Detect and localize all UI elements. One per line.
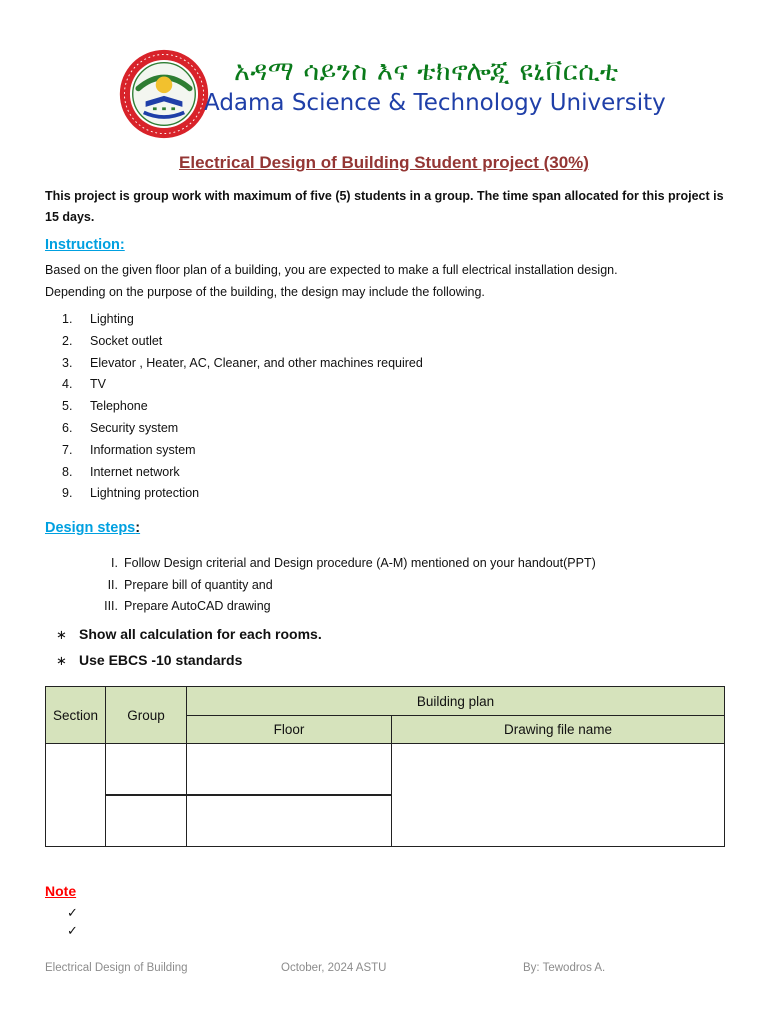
list-item: 4. TV <box>62 377 106 392</box>
letterhead <box>118 44 678 134</box>
instruction-heading: Instruction: <box>45 237 125 253</box>
design-steps-heading: Design steps: <box>45 520 141 536</box>
group-cell <box>106 744 187 795</box>
list-item: ∗ Show all calculation for each rooms. <box>56 621 322 647</box>
list-item: 1. Lighting <box>62 312 134 326</box>
list-item: 8. Internet network <box>62 464 180 479</box>
intro-paragraph: This project is group work with maximum of five (5) students in a group. The time span allocated for this project is 15 days. <box>45 189 724 224</box>
instruction-line-1: Based on the given floor plan of a building, you are expected to make a full electrical installation design. <box>45 263 618 277</box>
floor-cell <box>187 744 392 795</box>
list-item: 2. Socket outlet <box>62 333 163 348</box>
design-items-list <box>62 309 423 505</box>
group-header: Group <box>106 687 187 744</box>
instruction-line-2: Depending on the purpose of the building, the design may include the following. <box>45 285 485 299</box>
university-name-english: Adama Science & Technology University <box>204 90 666 116</box>
university-name-amharic: አዳማ ሳይንስ እና ቴክኖሎጂ ዩኒቨርሲቲ <box>234 56 619 87</box>
building-plan-header: Building plan <box>187 687 725 716</box>
requirements-list <box>56 621 322 673</box>
note-heading: Note <box>45 883 77 899</box>
list-item: 9. Lightning protection <box>62 486 200 501</box>
list-item: 5. Telephone <box>62 399 148 414</box>
footer-author: By: Tewodros A. <box>523 962 606 974</box>
floor-cell <box>187 795 392 847</box>
checkmark-icon: ✓ <box>67 905 78 920</box>
section-header: Section <box>46 687 106 744</box>
list-item: 7. Information system <box>62 442 196 457</box>
asterisk-icon: ∗ <box>56 653 67 668</box>
section-cell <box>46 744 106 847</box>
page-title: Electrical Design of Building Student project (30%) <box>179 153 589 172</box>
group-cell <box>106 795 187 847</box>
drawing-file-name-header: Drawing file name <box>392 716 725 744</box>
list-item: 6. Security system <box>62 420 179 435</box>
footer-course-title: Electrical Design of Building <box>45 962 188 974</box>
group-assignment-table <box>45 686 725 847</box>
instruction-paragraph <box>45 259 735 303</box>
list-item: ∗ Use EBCS -10 standards <box>56 647 322 673</box>
list-item: III. Prepare AutoCAD drawing <box>104 599 271 614</box>
list-item: I. Follow Design criterial and Design procedure (A-M) mentioned on your handout(PPT) <box>111 556 596 570</box>
drawing-file-cell <box>392 744 725 847</box>
design-steps-list <box>88 553 596 618</box>
checkmark-icon: ✓ <box>67 923 78 938</box>
list-item: II. Prepare bill of quantity and <box>107 577 273 592</box>
footer-date: October, 2024 ASTU <box>281 962 387 974</box>
floor-header: Floor <box>187 716 392 744</box>
asterisk-icon: ∗ <box>56 627 67 642</box>
university-seal-icon <box>118 48 210 140</box>
list-item: 3. Elevator , Heater, AC, Cleaner, and other machines required <box>62 355 423 370</box>
